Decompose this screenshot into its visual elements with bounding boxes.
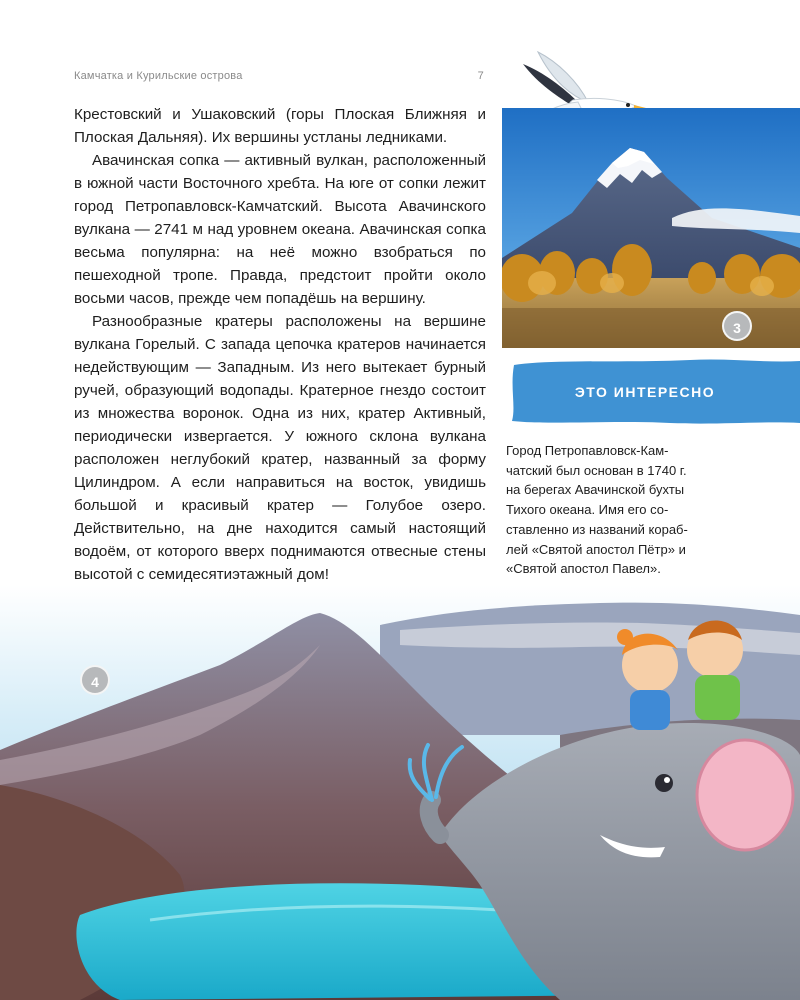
fact-box-banner <box>510 357 800 427</box>
fact-line: ставленно из названий кораб- <box>506 521 688 537</box>
fact-line: «Святой апостол Павел». <box>506 561 661 577</box>
page-number: 7 <box>477 70 484 82</box>
goreliy-crater-photo <box>0 585 800 1000</box>
main-article-text <box>74 103 486 586</box>
avachinsky-volcano-photo <box>502 108 800 348</box>
fact-line: лей «Святой апостол Пётр» и <box>506 541 686 557</box>
section-title: Камчатка и Курильские острова <box>74 70 243 82</box>
fact-line: Тихого океана. Имя его со- <box>506 502 669 518</box>
fact-line: на берегах Авачинской бухты <box>506 482 685 498</box>
running-head <box>74 70 484 88</box>
photo-number-badge: 3 <box>722 311 752 341</box>
photo-number-badge: 4 <box>80 665 110 695</box>
fact-box-heading: ЭТО ИНТЕРЕСНО <box>574 384 716 400</box>
paragraph-2: Авачинская сопка — активный вулкан, расположенный в южной части Восточного хребта. На юге от сопки лежит город Петропавловск-Камчатский. Высота Авачинского вулкана — 2741 м над уровнем океана. Авачинская сопка весьма популярна: на неё можно взобраться по пешеходной тропе. Правда, предстоит пройти около восьми часов, прежде чем попадёшь на вершину. <box>74 152 486 307</box>
fact-line: чатский был основан в 1740 г. <box>506 462 687 478</box>
paragraph-1: Крестовский и Ушаковский (горы Плоская Ближняя и Плоская Дальняя). Их вершины устланы ледниками. <box>74 106 486 146</box>
paragraph-3: Разнообразные кратеры расположены на вершине вулкана Горелый. С запада цепочка кратеров начинается недействующим — Западным. Из него вытекает бурный ручей, образующий водопады. Кратерное гнездо состоит из множества воронок. Одна из них, кратер Активный, периодически извергается. У южного склона вулкана расположен неглубокий кратер, названный за форму Цилиндром. А если направиться на восток, увидишь большой и красивый кратер — Голубое озеро. Действительно, на дне находится самый настоящий водоём, от которого вверх поднимаются отвесные стены высотой с семидесятиэтажный дом! <box>74 313 486 583</box>
fact-line: Город Петропавловск-Кам- <box>506 443 669 458</box>
fact-box-text <box>506 441 706 579</box>
